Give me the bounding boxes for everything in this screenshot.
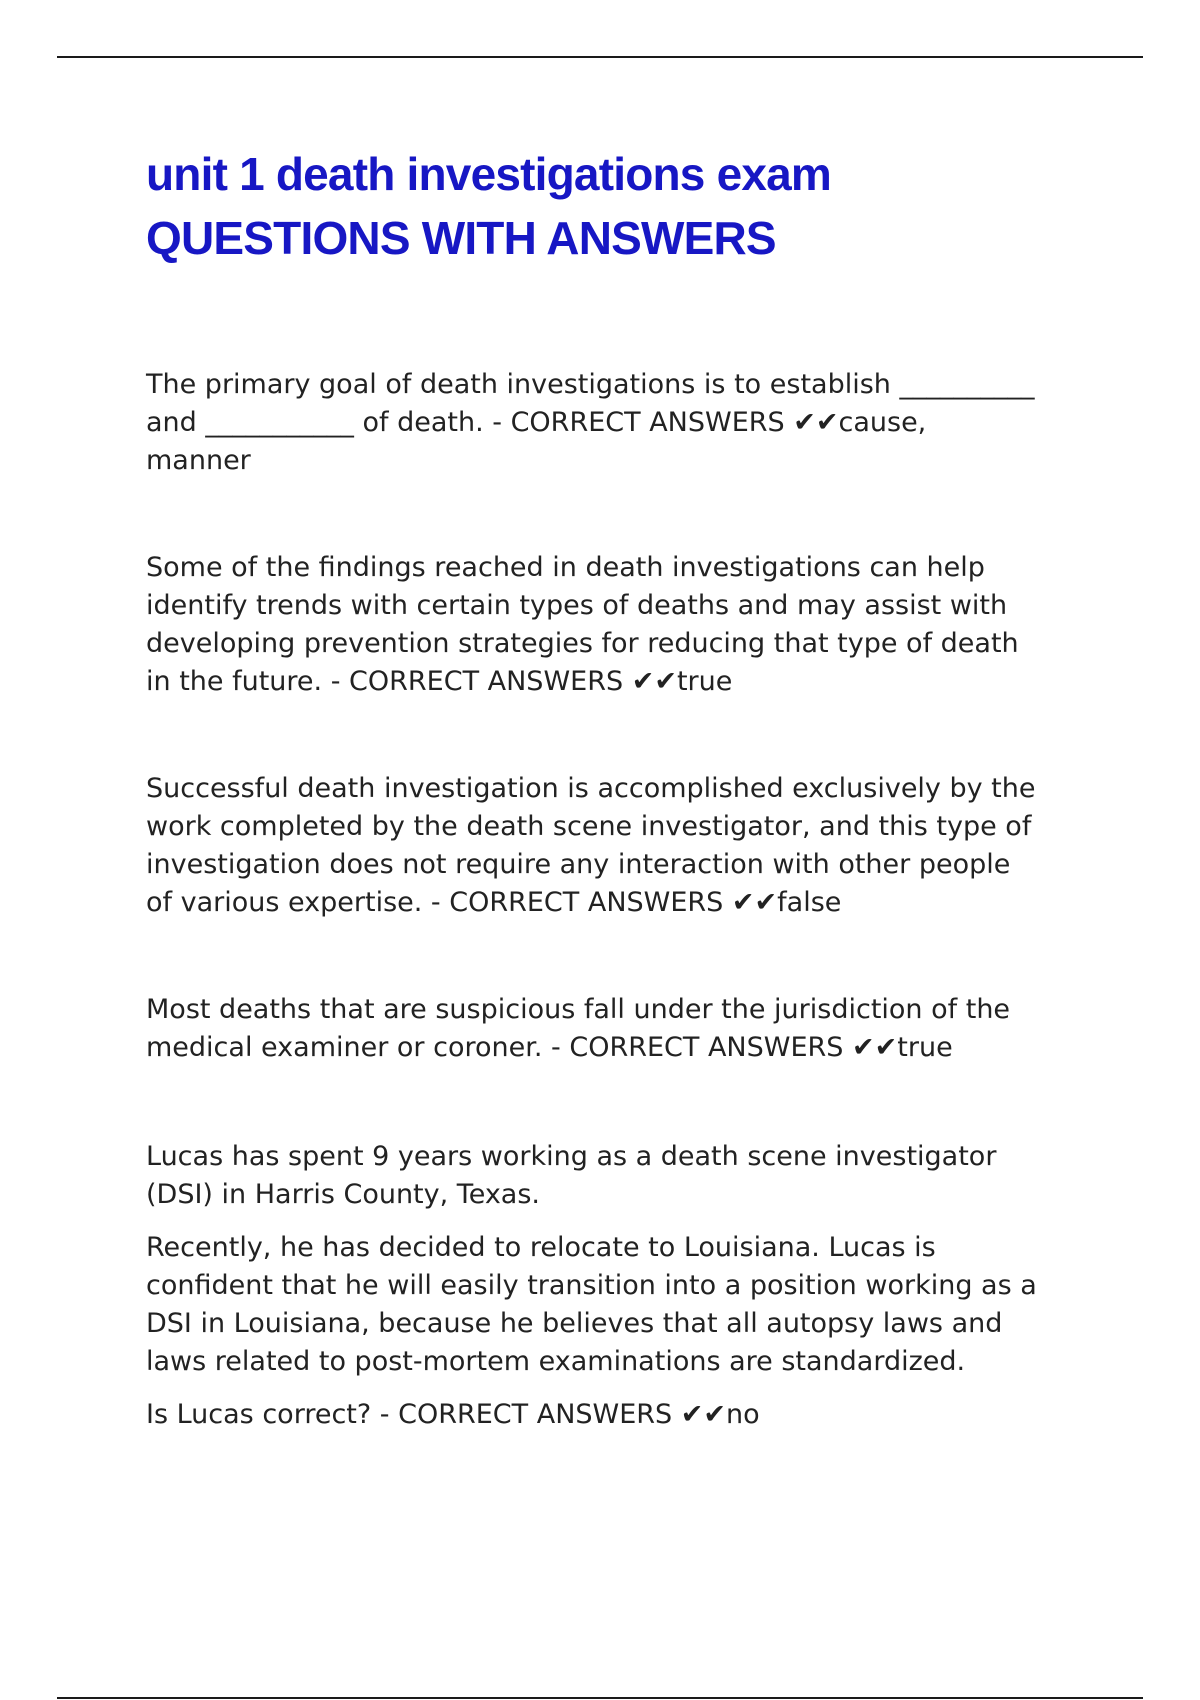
- answer-label: CORRECT ANSWERS: [569, 1032, 844, 1063]
- check-marks-icon: ✔✔: [793, 407, 839, 438]
- question-4-answer: true: [897, 1032, 953, 1063]
- question-4: Most deaths that are suspicious fall under the jurisdiction of the medical examiner or coroner. - CORRECT ANSWERS ✔✔true: [146, 994, 1011, 1063]
- question-4-text: Most deaths that are suspicious fall under the jurisdiction of the medical examiner or coroner.: [146, 994, 1011, 1063]
- question-5-paragraph-1: Lucas has spent 9 years working as a death scene investigator (DSI) in Harris County, Texas.: [146, 1141, 997, 1210]
- answer-label: CORRECT ANSWERS: [510, 407, 785, 438]
- question-3-text: Successful death investigation is accomplished exclusively by the work completed by the death scene investigator, and this type of investigation does not require any interaction with other people of various expertise.: [146, 773, 1036, 918]
- question-1-text: The primary goal of death investigations is to establish __________ and ___________ of death.: [146, 369, 1035, 438]
- question-1: The primary goal of death investigations is to establish __________ and ___________ of death. - CORRECT ANSWERS ✔✔cause, manner: [146, 369, 1035, 476]
- document-title: [146, 142, 1106, 270]
- question-5-paragraph-2: Recently, he has decided to relocate to Louisiana. Lucas is confident that he will easily transition into a position working as a DSI in Louisiana, because he believes that all autopsy laws and laws related to post-mortem examinations are standardized.: [146, 1232, 1037, 1377]
- check-marks-icon: ✔✔: [631, 666, 677, 697]
- question-2-answer: true: [676, 666, 733, 697]
- question-5-answer: no: [726, 1399, 760, 1430]
- question-3-answer: false: [777, 887, 842, 918]
- answer-label: CORRECT ANSWERS: [449, 887, 724, 918]
- question-5: Is Lucas correct? - CORRECT ANSWERS ✔✔no: [146, 1399, 760, 1430]
- check-marks-icon: ✔✔: [680, 1399, 727, 1430]
- question-3: Successful death investigation is accomplished exclusively by the work completed by the death scene investigator, and this type of investigation does not require any interaction with other people of various expertise. - CORRECT ANSWERS ✔✔false: [146, 773, 1036, 918]
- check-marks-icon: ✔✔: [852, 1032, 898, 1063]
- question-2: Some of the findings reached in death investigations can help identify trends with certain types of deaths and may assist with developing prevention strategies for reducing that type of death in the future. - CORRECT ANSWERS ✔✔true: [146, 552, 1019, 697]
- question-5-text: Is Lucas correct?: [146, 1399, 372, 1430]
- question-2-text: Some of the findings reached in death investigations can help identify trends with certain types of deaths and may assist with developing prevention strategies for reducing that type of death in the future.: [146, 552, 1019, 697]
- answer-label: CORRECT ANSWERS: [398, 1399, 673, 1430]
- title-line-2: QUESTIONS WITH ANSWERS: [146, 212, 776, 264]
- top-rule: [57, 56, 1143, 58]
- check-marks-icon: ✔✔: [731, 887, 778, 918]
- title-line-1: unit 1 death investigations exam: [146, 148, 832, 200]
- answer-label: CORRECT ANSWERS: [349, 666, 624, 697]
- bottom-rule: [57, 1697, 1143, 1699]
- question-1-answer: cause, manner: [146, 407, 927, 476]
